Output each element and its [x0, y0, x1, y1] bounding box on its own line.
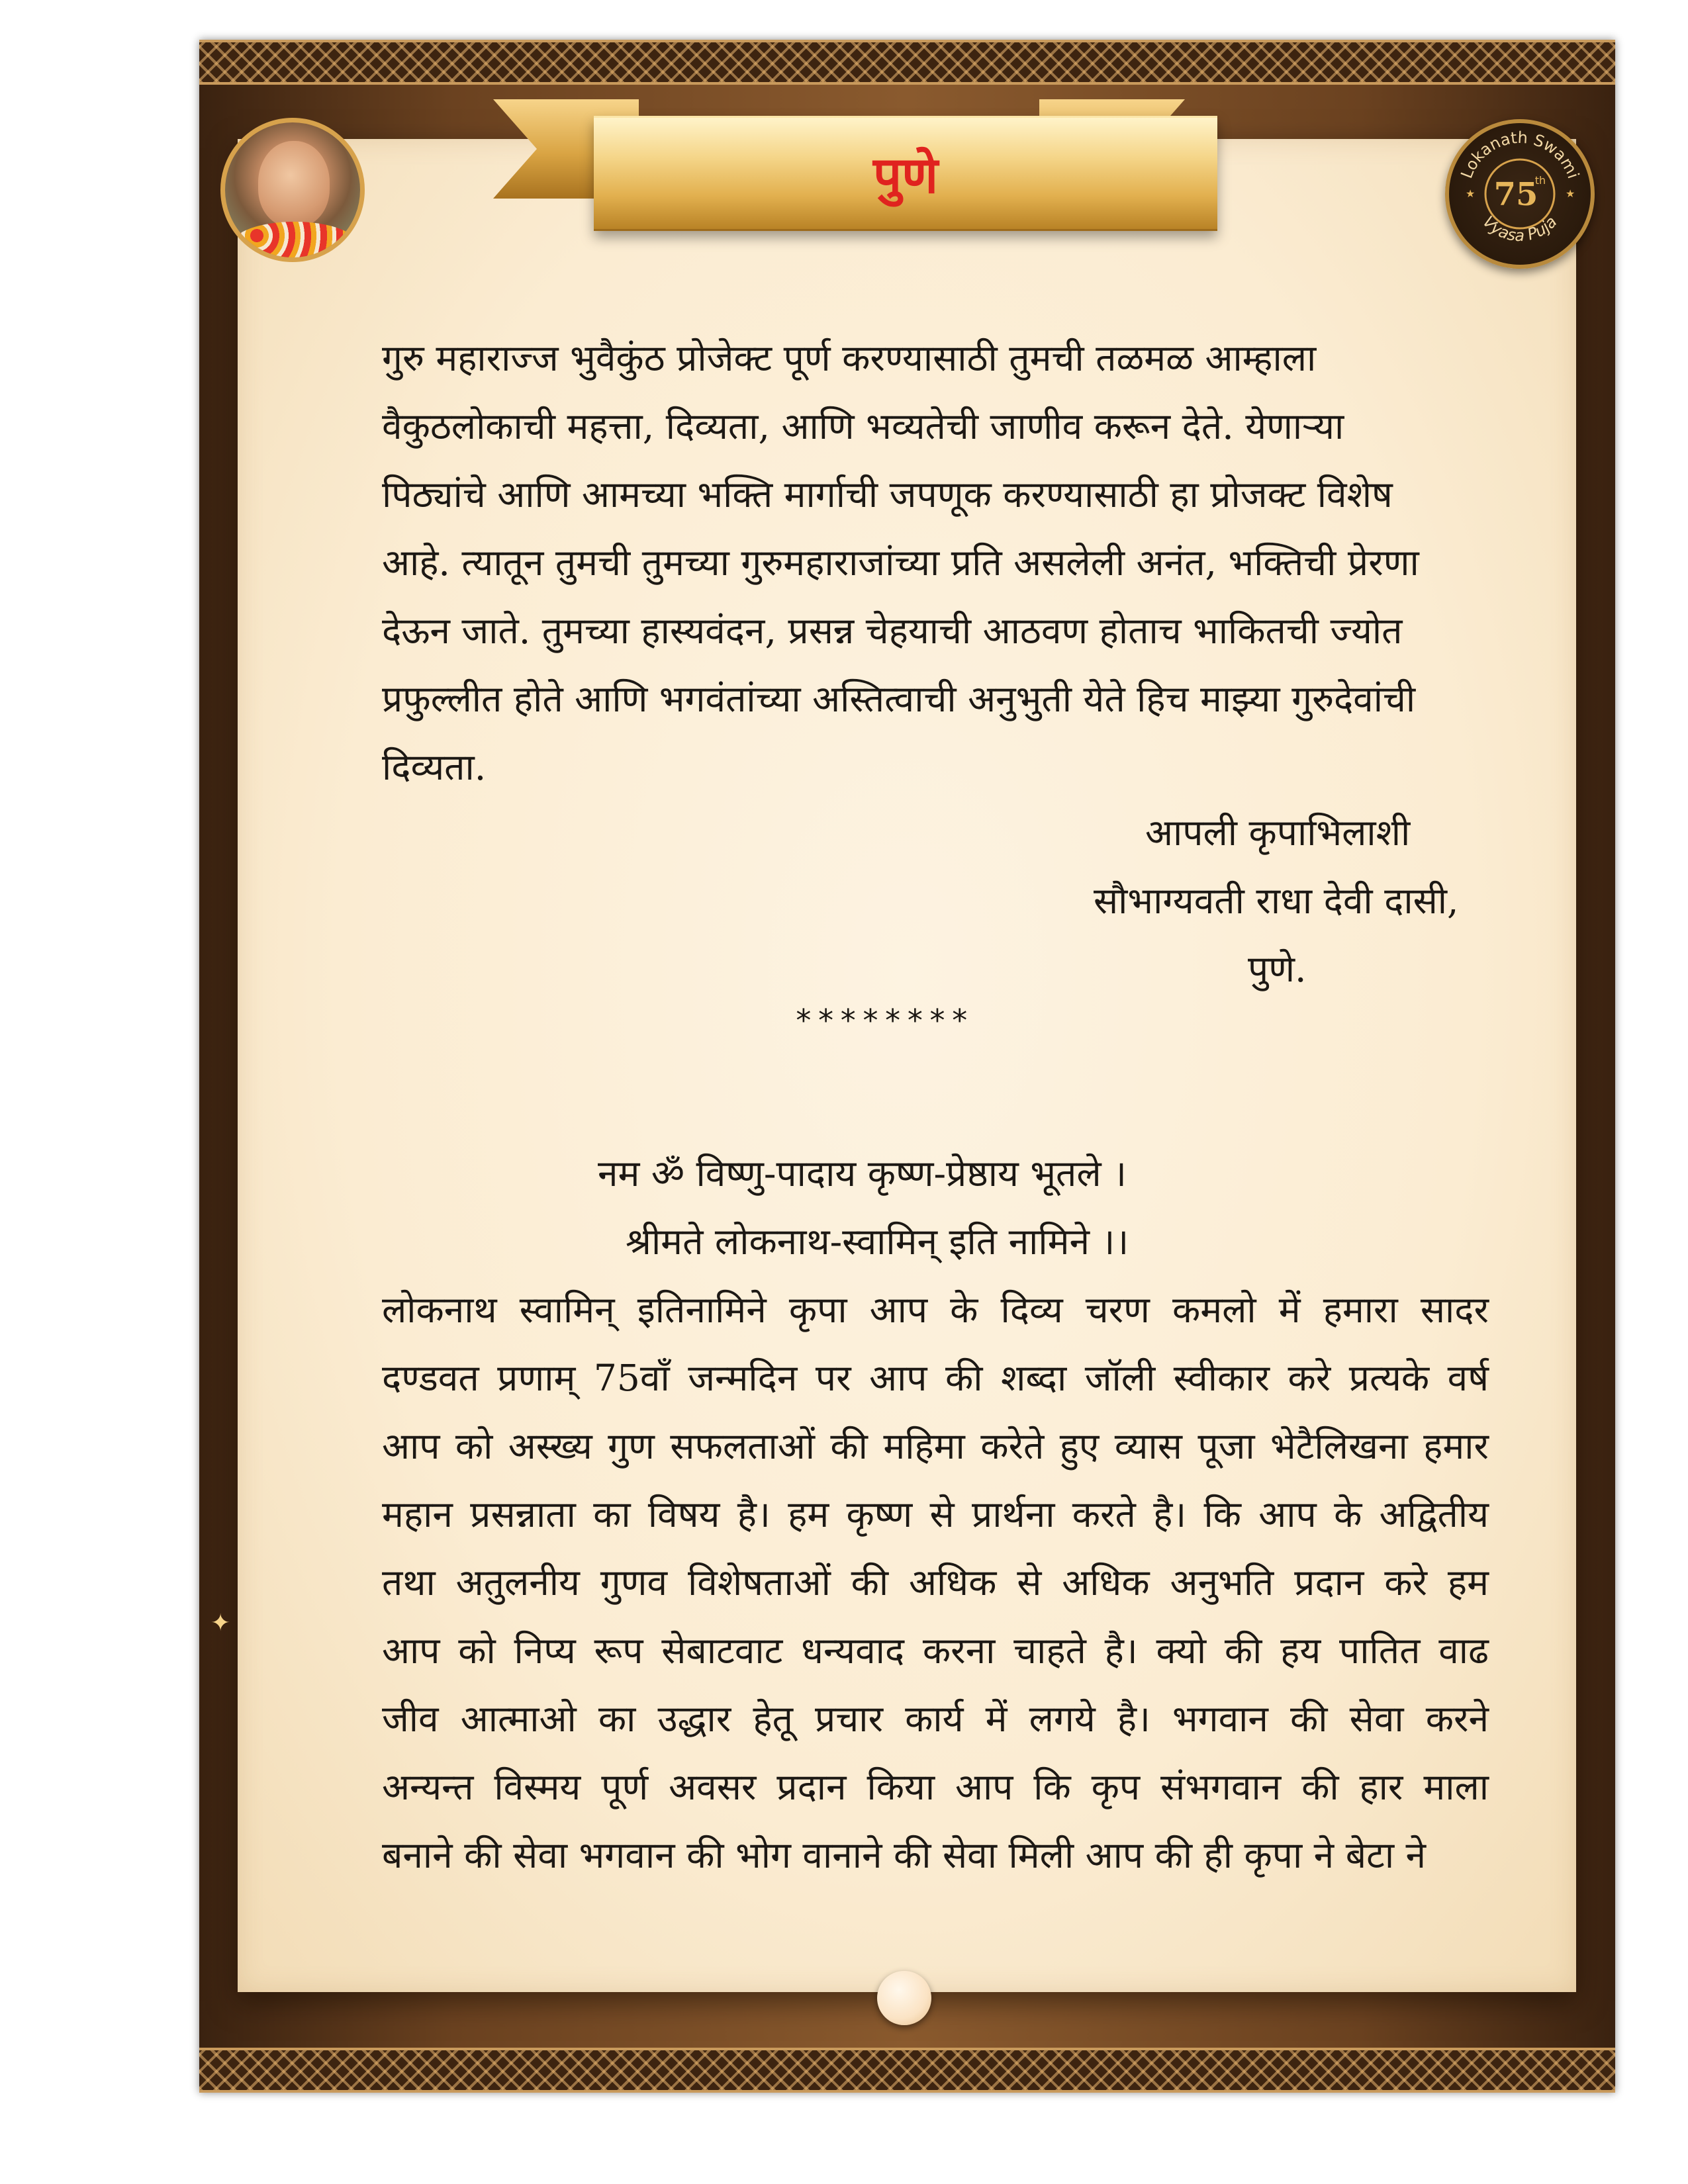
paragraph-line: तथा अतुलनीय गुणव विशेषताओं की अधिक से अधिक अनुभति प्रदान करे हम	[382, 1561, 1489, 1604]
title-banner	[594, 116, 1217, 231]
paragraph-line: देऊन जाते. तुमच्या हास्यवंदन, प्रसन्न चेहयाची आठवण होताच भाकितची ज्योत	[382, 610, 1403, 652]
paragraph-line: पिठ्यांचे आणि आमच्या भक्ति मार्गाची जपणूक करण्यासाठी हा प्रोजक्ट विशेष	[382, 473, 1393, 516]
section-separator: ********	[794, 1003, 973, 1038]
marathi-paragraph	[382, 324, 1474, 801]
paragraph-line: प्रफुल्लीत होते आणि भगवंतांच्या अस्तित्वाची अनुभुती येते हिच माझ्या गुरुदेवांची	[382, 678, 1416, 720]
portrait-face	[258, 141, 330, 227]
paragraph-line: जीव आत्माओ का उद्धार हेतू प्रचार कार्य में लगये है। भगवान की सेवा करने	[382, 1698, 1489, 1740]
bottom-ornamental-border	[199, 2048, 1615, 2093]
paragraph-line: वैकुठलोकाची महत्ता, दिव्यता, आणि भव्यतेची जाणीव करून देते. येणाऱ्या	[382, 405, 1344, 447]
svg-text:Vyasa Puja	[1479, 212, 1560, 245]
sparkle-icon: ✦	[211, 1610, 231, 1637]
paragraph-line: दण्डवत प्रणाम् 75वाँ जन्मदिन पर आप की शब्दा जॉली स्वीकार करे प्रत्यके वर्ष	[382, 1357, 1489, 1399]
paragraph-line: महान प्रसन्नाता का विषय है। हम कृष्ण से प्रार्थना करते है। कि आप के अद्वितीय	[382, 1493, 1489, 1535]
signature-line-2: सौभाग्यवती राधा देवी दासी,	[1094, 880, 1459, 922]
portrait-garland	[232, 222, 357, 262]
seal-bottom-text: Vyasa Puja	[1479, 212, 1561, 246]
scroll-knob-ornament	[877, 1971, 931, 2025]
banner-title: पुणे	[872, 145, 939, 205]
paragraph-line: बनाने की सेवा भगवान की भोग वानाने की सेवा मिली आप की ही कृपा ने बेटा ने	[382, 1834, 1427, 1876]
shloka-line-1: नम ॐ विष्णु-पादाय कृष्ण-प्रेष्ठाय भूतले ।	[598, 1152, 1127, 1195]
paragraph-line: दिव्यता.	[382, 746, 487, 788]
paragraph-line: आप को निप्य रूप सेबाटवाट धन्यवाद करना चाहते है। क्यो की हय पातित वाढ	[382, 1629, 1489, 1672]
seal-graphic	[1449, 123, 1591, 265]
svg-text:Lokanath Swami	[1457, 128, 1582, 181]
seal-suffix: th	[1534, 174, 1546, 187]
paragraph-line: लोकनाथ स्वामिन् इतिनामिने कृपा आप के दिव्य चरण कमलो में हमारा सादर	[382, 1289, 1489, 1331]
signature-line-3: पुणे.	[1248, 948, 1307, 990]
seal-number: 75	[1493, 176, 1538, 213]
seal-star-left-icon: ★	[1466, 187, 1476, 200]
top-ornamental-border	[199, 40, 1615, 85]
signature-line-1: आपली कृपाभिलाशी	[1145, 811, 1411, 854]
shloka-line-2: श्रीमते लोकनाथ-स्वामिन् इति नामिने ।।	[626, 1220, 1129, 1263]
paragraph-line: गुरु महाराज्ज भुवैकुंठ प्रोजेक्ट पूर्ण करण्यासाठी तुमची तळमळ आम्हाला	[382, 337, 1317, 379]
paragraph-line: अन्यन्त विस्मय पूर्ण अवसर प्रदान किया आप कि कृप संभगवान की हार माला	[382, 1766, 1489, 1808]
paragraph-line: आहे. त्यातून तुमची तुमच्या गुरुमहाराजांच्या प्रति असलेली अनंत, भक्तिची प्रेरणा	[382, 541, 1419, 584]
hindi-paragraph	[382, 1276, 1489, 1889]
guru-portrait	[220, 118, 365, 262]
paragraph-line: आप को अस्ख्य गुण सफलताओं की महिमा करेते हुए व्यास पूजा भेटैलिखना हमार	[382, 1425, 1489, 1467]
seal-star-right-icon: ★	[1566, 187, 1575, 200]
seal-top-text: Lokanath Swami	[1457, 128, 1583, 181]
vyasa-puja-seal	[1445, 119, 1595, 269]
